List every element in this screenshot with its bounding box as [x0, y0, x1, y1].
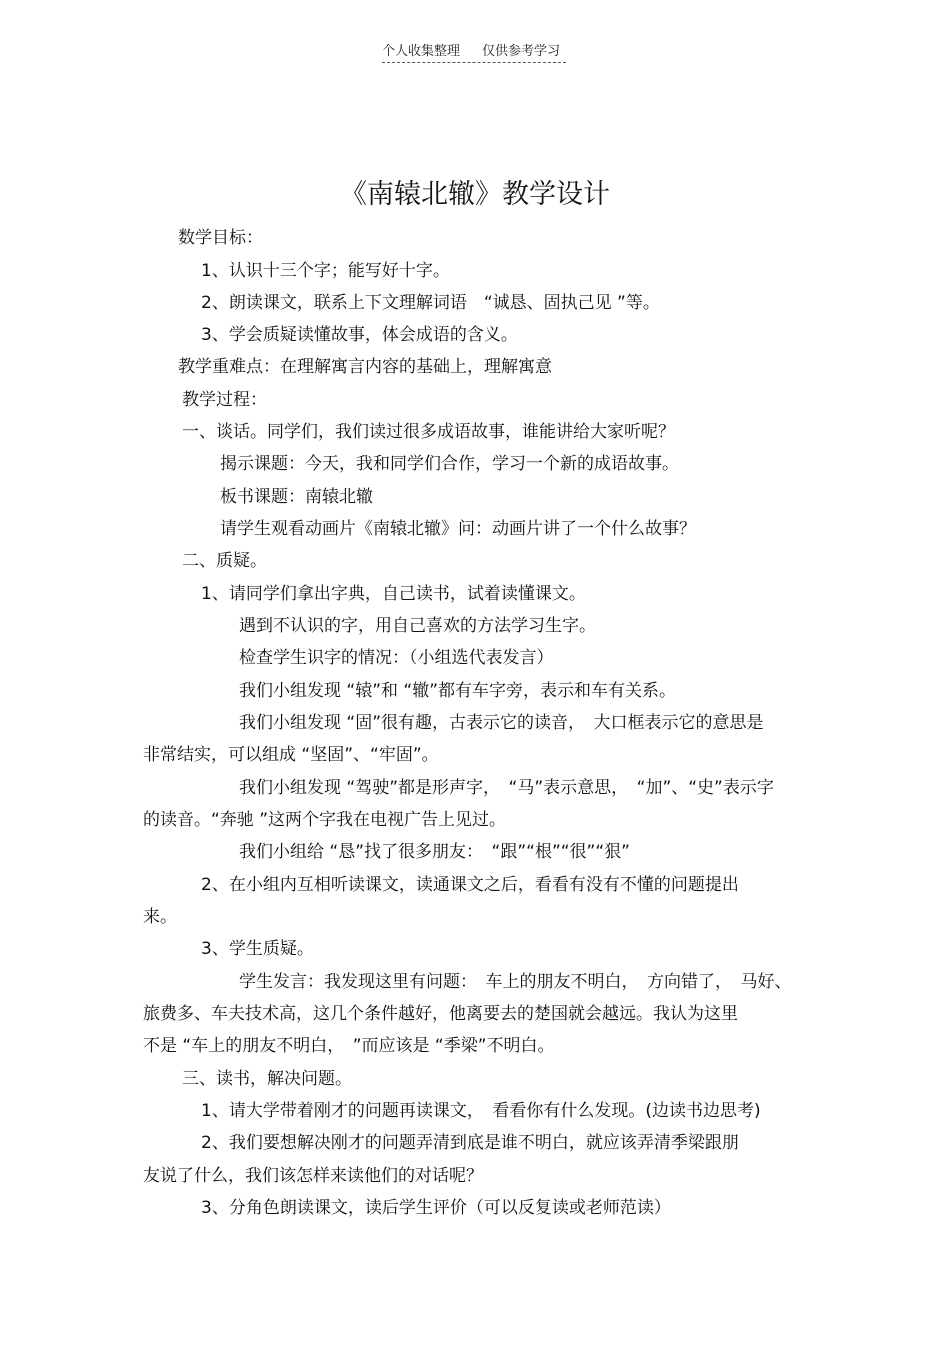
line-group-jiashi: 我们小组发现 “驾驶”都是形声字， “马”表示意思， “加”、“史”表示字 [239, 778, 774, 798]
line-step-2-2-cont: 来。 [143, 907, 177, 927]
line-group-jiashi-cont: 的读音。“奔驰 ”这两个字我在电视广告上见过。 [143, 810, 507, 830]
line-section-1: 一、谈话。同学们，我们读过很多成语故事，谁能讲给大家听呢？ [182, 422, 675, 442]
line-step-2-3: 3、学生质疑。 [201, 939, 314, 959]
line-step-3-1: 1、请大学带着刚才的问题再读课文， 看看你有什么发现。(边读书边思考) [201, 1101, 761, 1121]
line-process-heading: 教学过程： [182, 390, 267, 410]
line-group-gu-cont: 非常结实，可以组成 “坚固”、“牢固”。 [143, 745, 439, 765]
line-watch-animation: 请学生观看动画片《南辕北辙》问：动画片讲了一个什么故事？ [220, 519, 696, 539]
header-right: 仅供参考学习 [482, 44, 561, 59]
line-group-gu: 我们小组发现 “固”很有趣，古表示它的读音， 大口框表示它的意思是 [239, 713, 764, 733]
header-left: 个人收集整理 [382, 44, 461, 59]
document-title: 《南辕北辙》教学设计 [340, 179, 610, 210]
line-step-2-2: 2、在小组内互相听读课文，读通课文之后，看看有没有不懂的问题提出 [201, 875, 739, 895]
line-objective-1: 1、认识十三个字；能写好十字。 [201, 261, 450, 281]
line-step-2-1: 1、请同学们拿出字典，自己读书，试着读懂课文。 [201, 584, 586, 604]
line-student-speech-cont-2: 不是 “车上的朋友不明白， ”而应该是 “季梁”不明白。 [143, 1036, 555, 1056]
line-objective-3: 3、学会质疑读懂故事，体会成语的含义。 [201, 325, 518, 345]
line-key-points: 教学重难点：在理解寓言内容的基础上，理解寓意 [178, 357, 552, 377]
line-reveal-topic: 揭示课题：今天，我和同学们合作，学习一个新的成语故事。 [220, 454, 679, 474]
line-student-speech-cont-1: 旅费多、车夫技术高，这几个条件越好，他离要去的楚国就会越远。我认为这里 [143, 1004, 738, 1024]
line-board-topic: 板书课题：南辕北辙 [220, 487, 373, 507]
page-header [382, 40, 566, 63]
line-step-3-2: 2、我们要想解决刚才的问题弄清到底是谁不明白，就应该弄清季梁跟朋 [201, 1133, 739, 1153]
line-objectives-heading: 数学目标： [178, 228, 263, 248]
line-section-2: 二、质疑。 [182, 551, 267, 571]
line-step-3-2-cont: 友说了什么，我们该怎样来读他们的对话呢？ [143, 1166, 483, 1186]
line-objective-2: 2、朗读课文，联系上下文理解词语 “诚恳、固执己见 ”等。 [201, 293, 660, 313]
line-check-literacy: 检查学生识字的情况：（小组选代表发言） [239, 648, 554, 668]
line-group-yuan-zhe: 我们小组发现 “辕”和 “辙”都有车字旁，表示和车有关系。 [239, 681, 677, 701]
line-group-ken: 我们小组给 “恳”找了很多朋友： “跟”“根”“很”“狠” [239, 842, 630, 862]
line-step-3-3: 3、分角色朗读课文，读后学生评价（可以反复读或老师范读） [201, 1198, 671, 1218]
line-section-3: 三、读书，解决问题。 [182, 1069, 352, 1089]
line-student-speech: 学生发言：我发现这里有问题： 车上的朋友不明白， 方向错了， 马好、 [239, 972, 792, 992]
line-unknown-words: 遇到不认识的字，用自己喜欢的方法学习生字。 [239, 616, 596, 636]
